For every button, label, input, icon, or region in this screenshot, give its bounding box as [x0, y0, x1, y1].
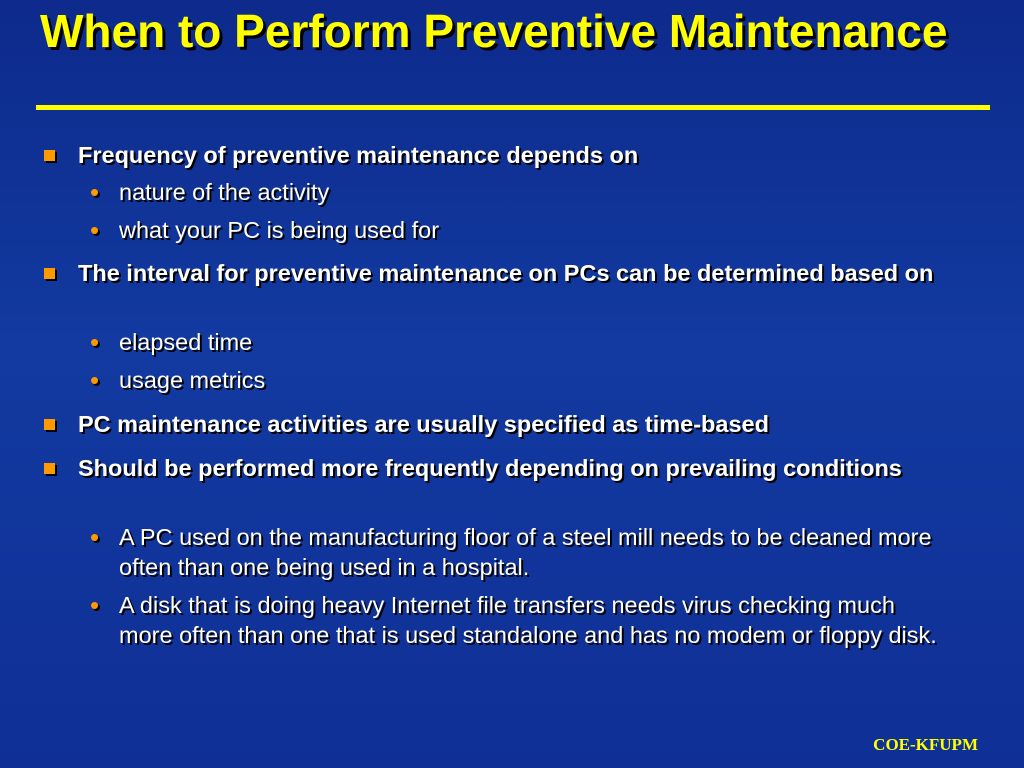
- sub-bullet: [90, 522, 949, 582]
- square-bullet-icon: [44, 150, 55, 161]
- round-bullet-icon: •: [90, 215, 100, 245]
- sub-bullet-text: usage metrics: [119, 367, 266, 393]
- bullet-time-based: [78, 409, 958, 439]
- sub-bullet-text: what your PC is being used for: [119, 217, 440, 243]
- round-bullet-icon: •: [90, 327, 100, 357]
- bullet-text: Should be performed more frequently depending on prevailing conditions: [78, 455, 902, 481]
- bullet-interval: [78, 258, 958, 288]
- round-bullet-icon: •: [90, 590, 100, 620]
- sub-bullet: [90, 177, 949, 207]
- sub-bullet: [90, 215, 949, 245]
- square-bullet-icon: [44, 268, 55, 279]
- sub-bullet-text: elapsed time: [119, 329, 253, 355]
- round-bullet-icon: •: [90, 522, 100, 552]
- footer-label: COE-KFUPM: [873, 735, 978, 754]
- bullet-text: The interval for preventive maintenance on PCs can be determined based on: [78, 260, 934, 286]
- slide-title: When to Perform Preventive Maintenance: [40, 5, 948, 57]
- round-bullet-icon: •: [90, 365, 100, 395]
- sub-bullet-text: A PC used on the manufacturing floor of a steel mill needs to be cleaned more often than one being used in a hospital.: [119, 524, 932, 580]
- sub-bullet: [90, 327, 949, 357]
- bullet-frequently: [78, 453, 958, 483]
- sub-bullet: [90, 590, 949, 650]
- round-bullet-icon: •: [90, 177, 100, 207]
- bullet-text: Frequency of preventive maintenance depends on: [78, 142, 639, 168]
- sub-bullet-text: A disk that is doing heavy Internet file transfers needs virus checking much more often than one that is used standalone and has no modem or floppy disk.: [119, 592, 937, 648]
- sub-bullet-text: nature of the activity: [119, 179, 330, 205]
- title-underline: [36, 105, 990, 110]
- bullet-frequency: [78, 140, 958, 170]
- square-bullet-icon: [44, 463, 55, 474]
- square-bullet-icon: [44, 419, 55, 430]
- sub-bullet: [90, 365, 949, 395]
- bullet-text: PC maintenance activities are usually specified as time-based: [78, 411, 769, 437]
